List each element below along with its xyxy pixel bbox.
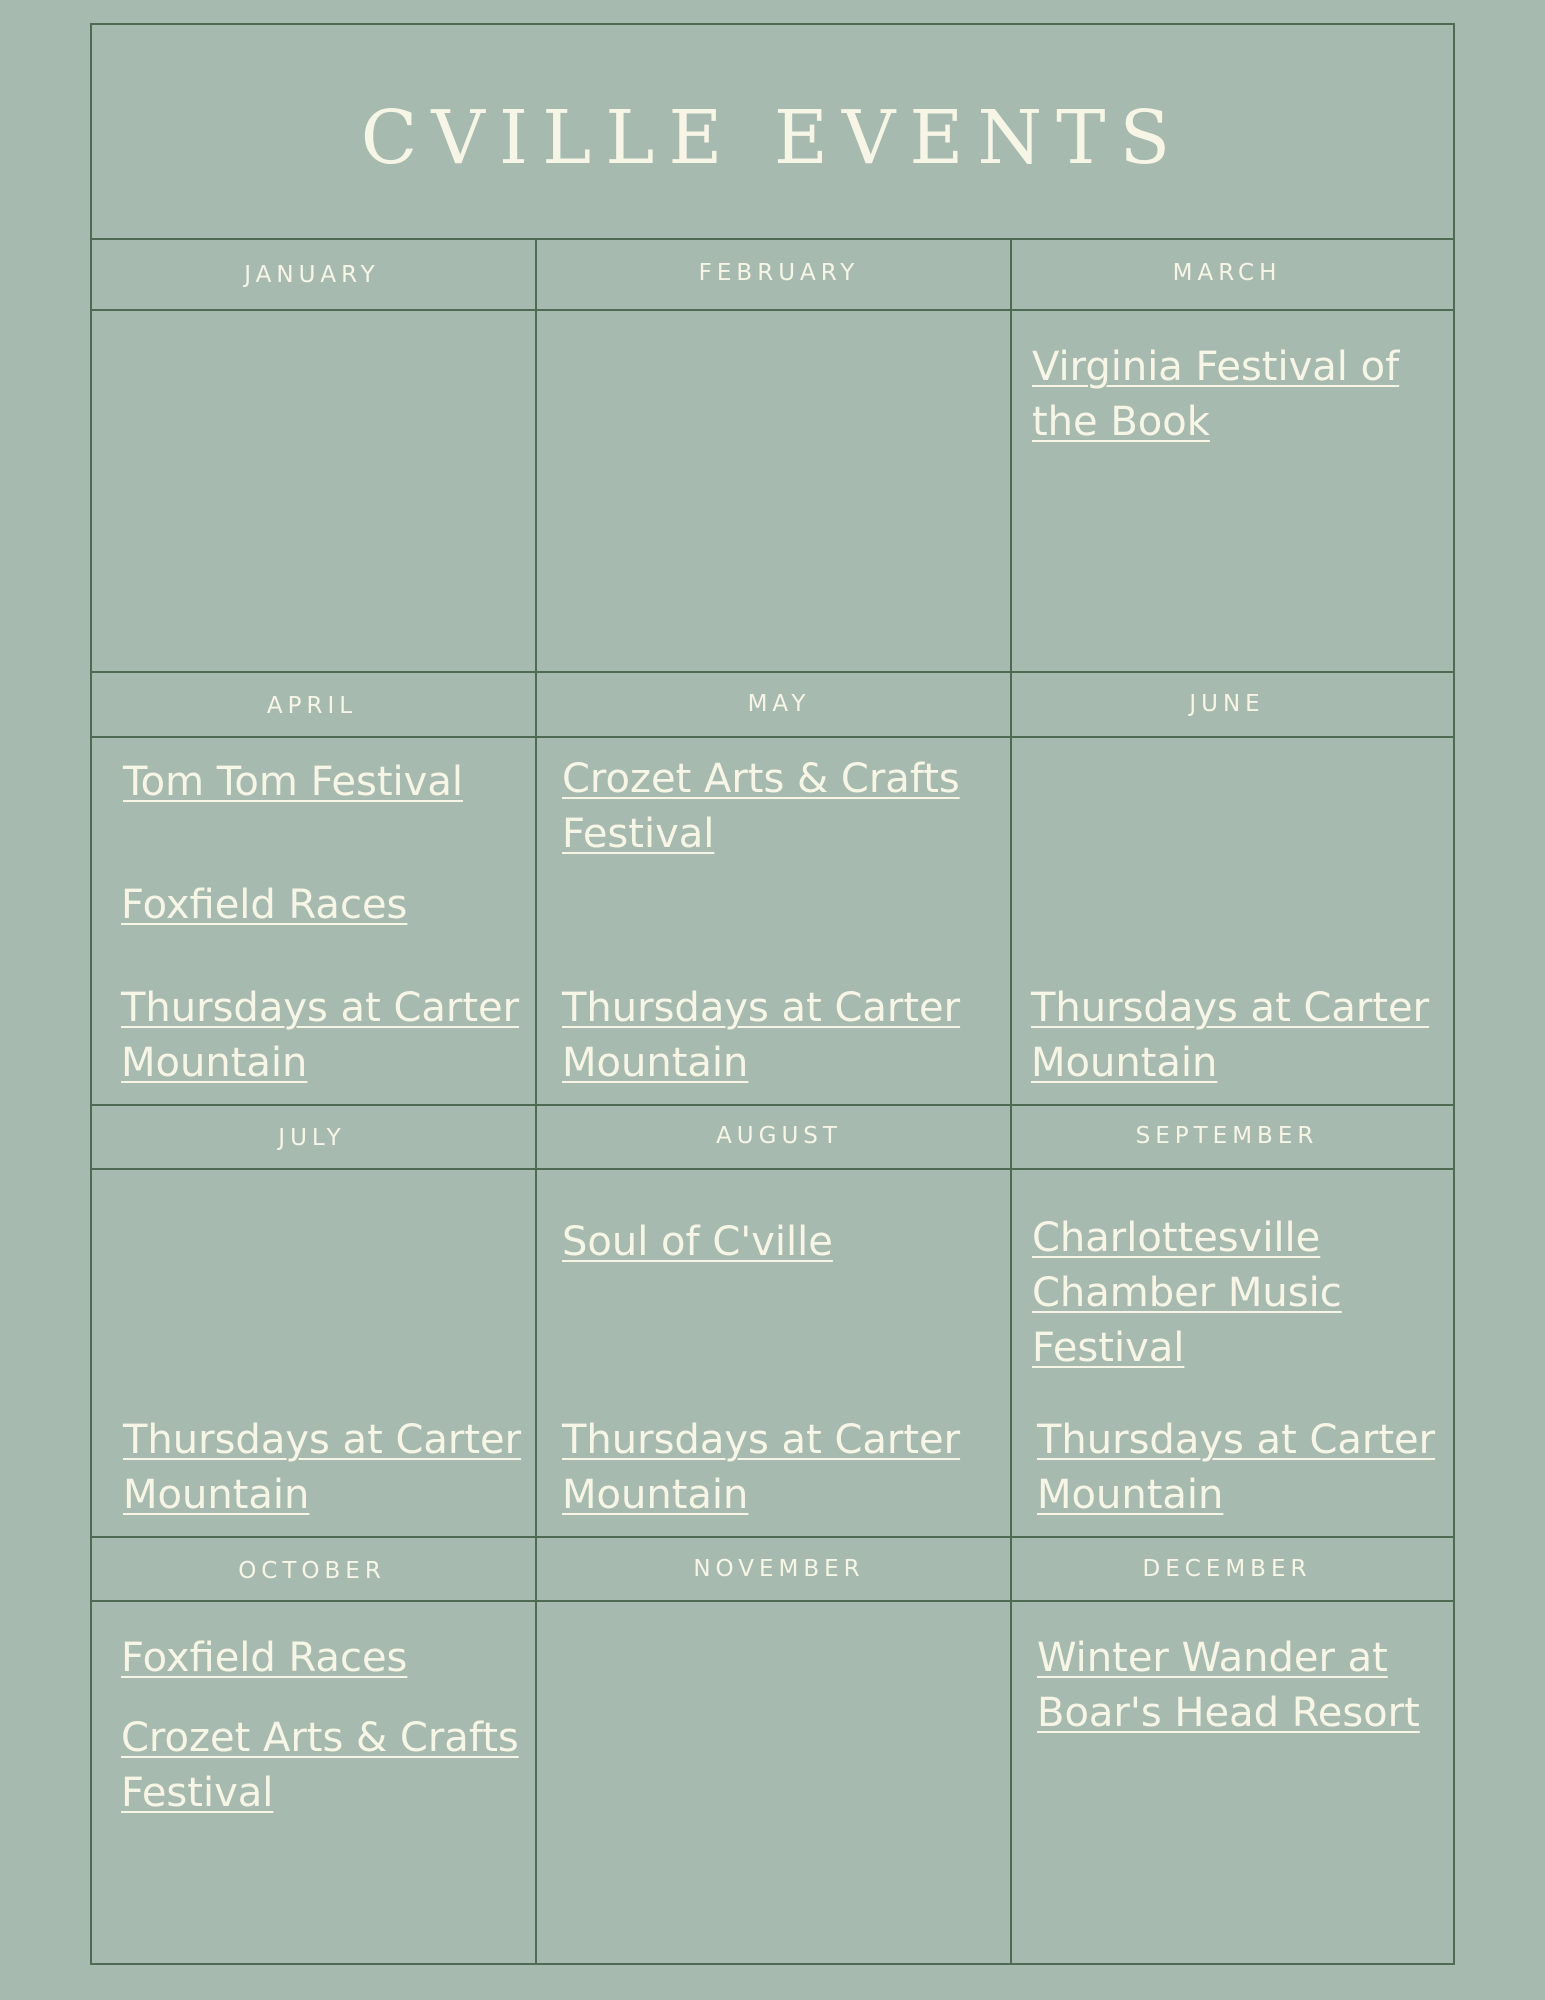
event-link-thursdays-at-carter-mountain[interactable]: Thursdays at Carter Mountain	[123, 1417, 522, 1518]
event-link-virginia-festival-of-the-book[interactable]: Virginia Festival of the Book	[1032, 344, 1400, 445]
month-label-april: APRIL	[266, 693, 358, 719]
month-label-october: OCTOBER	[238, 1558, 386, 1584]
divider	[535, 238, 537, 1965]
event-link-charlottesville-chamber-music-festival[interactable]: Charlottesville Chamber Music Festival	[1032, 1215, 1342, 1371]
month-label-september: SEPTEMBER	[1135, 1123, 1319, 1149]
event-link-thursdays-at-carter-mountain[interactable]: Thursdays at Carter Mountain	[562, 985, 961, 1086]
page-title: CVILLE EVENTS	[360, 94, 1185, 181]
event-link-winter-wander-at-boars-head-resort[interactable]: Winter Wander at Boar's Head Resort	[1037, 1635, 1420, 1736]
divider	[92, 1600, 1453, 1602]
month-label-december: DECEMBER	[1142, 1556, 1312, 1582]
divider	[92, 309, 1453, 311]
calendar-frame	[90, 23, 1455, 1965]
event-link-thursdays-at-carter-mountain[interactable]: Thursdays at Carter Mountain	[1037, 1417, 1436, 1518]
event-link-thursdays-at-carter-mountain[interactable]: Thursdays at Carter Mountain	[562, 1417, 961, 1518]
title-area	[92, 25, 1453, 240]
divider	[1010, 238, 1012, 1965]
event-link-foxfield-races[interactable]: Foxfield Races	[121, 882, 408, 928]
event-link-thursdays-at-carter-mountain[interactable]: Thursdays at Carter Mountain	[1031, 985, 1430, 1086]
divider	[92, 238, 1453, 240]
divider	[92, 1168, 1453, 1170]
event-link-foxfield-races[interactable]: Foxfield Races	[121, 1635, 408, 1681]
month-label-november: NOVEMBER	[693, 1556, 865, 1582]
month-label-july: JULY	[278, 1125, 346, 1151]
event-link-thursdays-at-carter-mountain[interactable]: Thursdays at Carter Mountain	[121, 985, 520, 1086]
month-label-february: FEBRUARY	[698, 260, 860, 286]
divider	[92, 1536, 1453, 1538]
divider	[92, 1104, 1453, 1106]
month-label-august: AUGUST	[716, 1123, 842, 1149]
month-label-march: MARCH	[1172, 260, 1282, 286]
event-link-crozet-arts-crafts-festival[interactable]: Crozet Arts & Crafts Festival	[121, 1715, 519, 1816]
event-link-soul-of-cville[interactable]: Soul of C'ville	[562, 1219, 833, 1265]
event-link-crozet-arts-crafts-festival[interactable]: Crozet Arts & Crafts Festival	[562, 756, 960, 857]
event-link-tom-tom-festival[interactable]: Tom Tom Festival	[123, 759, 463, 805]
month-label-january: JANUARY	[244, 262, 380, 288]
month-label-june: JUNE	[1189, 691, 1265, 717]
divider	[92, 736, 1453, 738]
month-label-may: MAY	[747, 691, 811, 717]
divider	[92, 671, 1453, 673]
